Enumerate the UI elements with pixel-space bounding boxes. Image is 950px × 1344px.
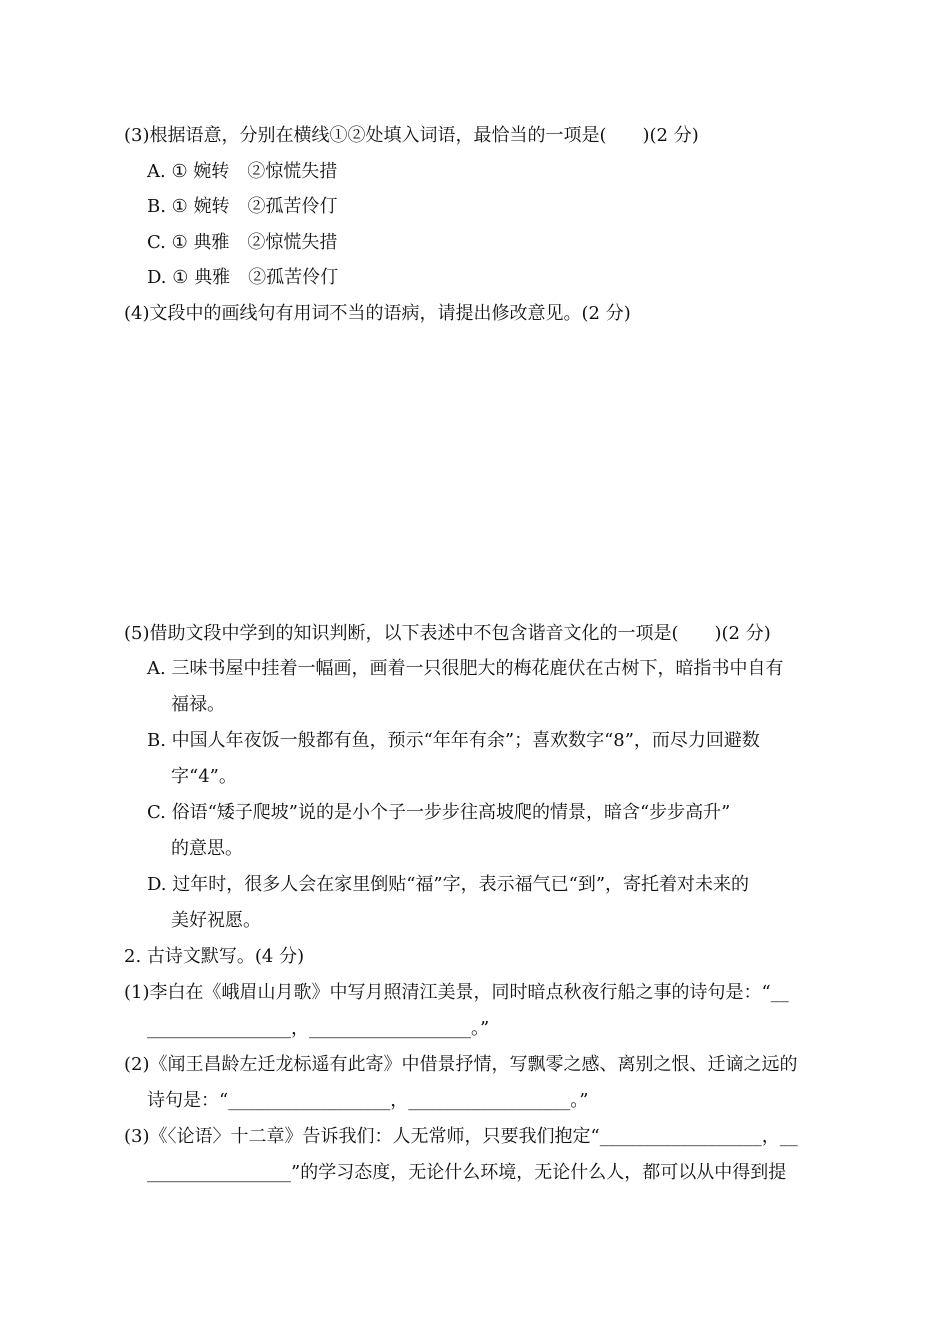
option-c: C. ① 典雅 ②惊慌失措 <box>147 232 338 253</box>
option-d: D. ① 典雅 ②孤苦伶仃 <box>147 267 339 288</box>
recite-item-2-line2: 诗句是：“__________________，__________________。” <box>147 1090 589 1111</box>
option-d-line1: D. 过年时，很多人会在家里倒贴“福”字，表示福气已“到”，寄托着对未来的 <box>147 874 750 895</box>
option-c-line2: 的意思。 <box>171 838 243 859</box>
question-4-stem: (4)文段中的画线句有用词不当的语病，请提出修改意见。(2 分) <box>124 303 631 324</box>
answer-space <box>124 330 804 610</box>
recite-item-3-line2: ________________”的学习态度，无论什么环境，无论什么人，都可以从中得到提 <box>147 1162 787 1183</box>
question-5-stem: (5)借助文段中学到的知识判断，以下表述中不包含谐音文化的一项是( )(2 分) <box>124 623 771 644</box>
option-a: A. ① 婉转 ②惊慌失措 <box>147 161 338 182</box>
option-a-line1: A. 三味书屋中挂着一幅画，画着一只很肥大的梅花鹿伏在古树下，暗指书中自有 <box>147 658 784 679</box>
section-2-title: 2. 古诗文默写。(4 分) <box>124 946 305 967</box>
recite-item-1-line2: ________________，__________________。” <box>147 1018 490 1039</box>
option-b: B. ① 婉转 ②孤苦伶仃 <box>147 196 338 217</box>
option-b-line1: B. 中国人年夜饭一般都有鱼，预示“年年有余”；喜欢数字“8”，而尽力回避数 <box>147 730 760 751</box>
option-a-line2: 福禄。 <box>171 694 225 715</box>
recite-item-1-line1: (1)李白在《峨眉山月歌》中写月照清江美景，同时暗点秋夜行船之事的诗句是：“__ <box>124 982 789 1003</box>
recite-item-2-line1: (2)《闻王昌龄左迁龙标遥有此寄》中借景抒情，写飘零之感、离别之恨、迁谪之远的 <box>124 1054 798 1075</box>
recite-item-3-line1: (3)《〈论语〉十二章》告诉我们：人无常师，只要我们抱定“__________________，__ <box>124 1126 798 1147</box>
option-b-line2: 字“4”。 <box>171 766 237 787</box>
option-d-line2: 美好祝愿。 <box>171 910 261 931</box>
option-c-line1: C. 俗语“矮子爬坡”说的是小个子一步步往高坡爬的情景，暗含“步步高升” <box>147 802 731 823</box>
question-3-stem: (3)根据语意，分别在横线①②处填入词语，最恰当的一项是( )(2 分) <box>124 125 699 146</box>
